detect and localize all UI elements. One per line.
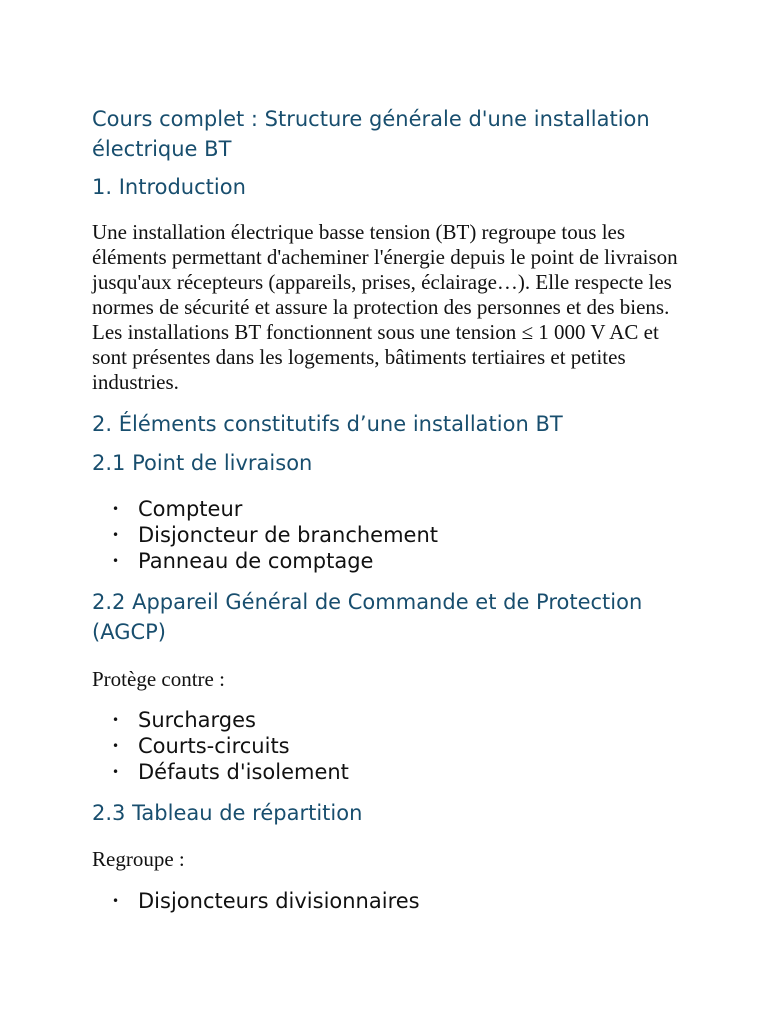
document-title: Cours complet : Structure générale d'une installation électrique BT [92, 107, 650, 161]
heading-agcp: 2.2 Appareil Général de Commande et de Protection (AGCP) [92, 590, 643, 644]
list-agcp [92, 707, 682, 785]
list-item-label: Compteur [138, 497, 243, 521]
list-item-label: Panneau de comptage [138, 549, 374, 573]
bullet-icon: • [112, 554, 120, 568]
list-item-label: Surcharges [138, 708, 256, 732]
paragraph-introduction: Une installation électrique basse tension (BT) regroupe tous les éléments permettant d'acheminer l'énergie depuis le point de livraison jusqu'aux récepteurs (appareils, prises, éclairage…). Elle respecte les normes de sécurité et assure la protection des personnes et des biens. Les installations BT fonctionnent sous une tension ≤ 1 000 V AC et sont présentes dans les logements, bâtiments tertiaires et petites industries. [92, 220, 678, 394]
list-tableau-repartition [92, 888, 682, 914]
list-item [92, 733, 682, 759]
list-item-label: Disjoncteurs divisionnaires [138, 889, 420, 913]
bullet-icon: • [112, 528, 120, 542]
bullet-icon: • [112, 713, 120, 727]
list-item [92, 522, 682, 548]
list-item-label: Défauts d'isolement [138, 760, 349, 784]
list-item-label: Disjoncteur de branchement [138, 523, 439, 547]
paragraph-tableau-intro: Regroupe : [92, 847, 185, 871]
list-item-label: Courts-circuits [138, 734, 290, 758]
bullet-icon: • [112, 765, 120, 779]
list-item [92, 548, 682, 574]
list-point-livraison [92, 496, 682, 574]
paragraph-agcp-intro: Protège contre : [92, 667, 225, 691]
document-page [92, 104, 682, 914]
list-item [92, 888, 682, 914]
heading-introduction: 1. Introduction [92, 175, 246, 199]
list-item [92, 759, 682, 785]
bullet-icon: • [112, 739, 120, 753]
heading-elements: 2. Éléments constitutifs d’une installation BT [92, 412, 563, 436]
bullet-icon: • [112, 894, 120, 908]
bullet-icon: • [112, 502, 120, 516]
heading-point-livraison: 2.1 Point de livraison [92, 451, 313, 475]
heading-tableau-repartition: 2.3 Tableau de répartition [92, 801, 363, 825]
list-item [92, 707, 682, 733]
list-item [92, 496, 682, 522]
